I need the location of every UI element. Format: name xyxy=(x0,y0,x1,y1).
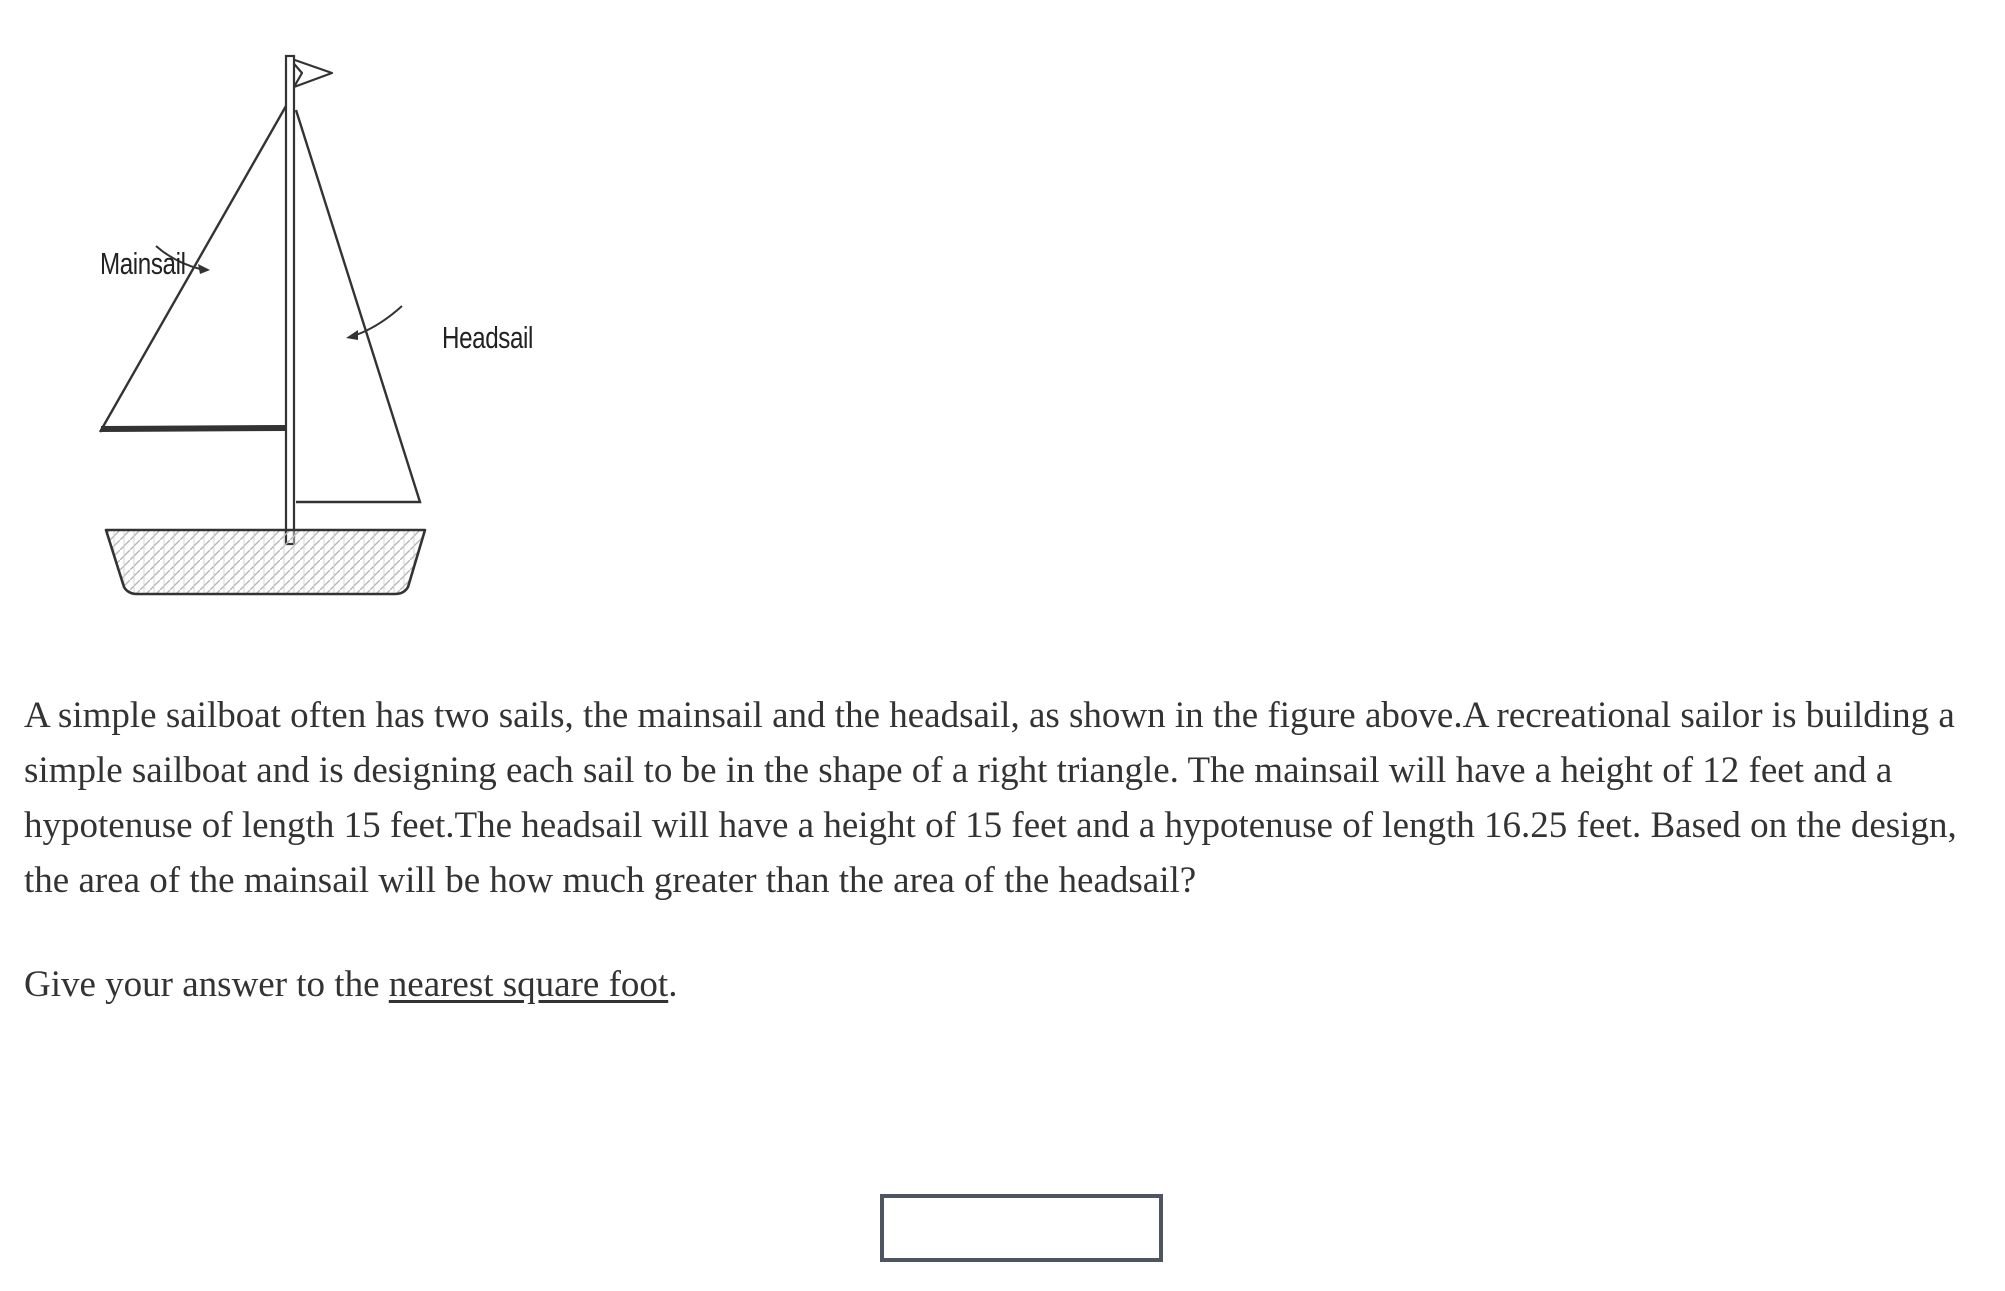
instruction-suffix: . xyxy=(668,964,678,1005)
mast xyxy=(286,56,294,544)
mainsail-label: Mainsail xyxy=(100,246,186,281)
answer-input[interactable] xyxy=(880,1194,1163,1262)
headsail-pointer xyxy=(346,306,402,340)
sailboat-figure xyxy=(40,40,540,620)
headsail-label: Headsail xyxy=(442,320,533,355)
hull xyxy=(106,530,425,594)
instruction-prefix: Give your answer to the xyxy=(24,964,389,1005)
flag xyxy=(289,58,332,87)
rounding-emphasis: nearest square foot xyxy=(388,964,669,1005)
problem-statement: A simple sailboat often has two sails, the mainsail and the headsail, as shown in the figure above.A recreational sailor is building a simple sailboat and is designing each sail to be in the shape of a right triangle. The mainsail will have a height of 12 feet and a hypotenuse of length 15 feet.The headsail will have a height of 15 feet and a hypotenuse of length 16.25 feet. Based on the design, the area of the mainsail will be how much greater than the area of the headsail? xyxy=(24,695,1957,901)
answer-instruction xyxy=(24,957,677,1012)
